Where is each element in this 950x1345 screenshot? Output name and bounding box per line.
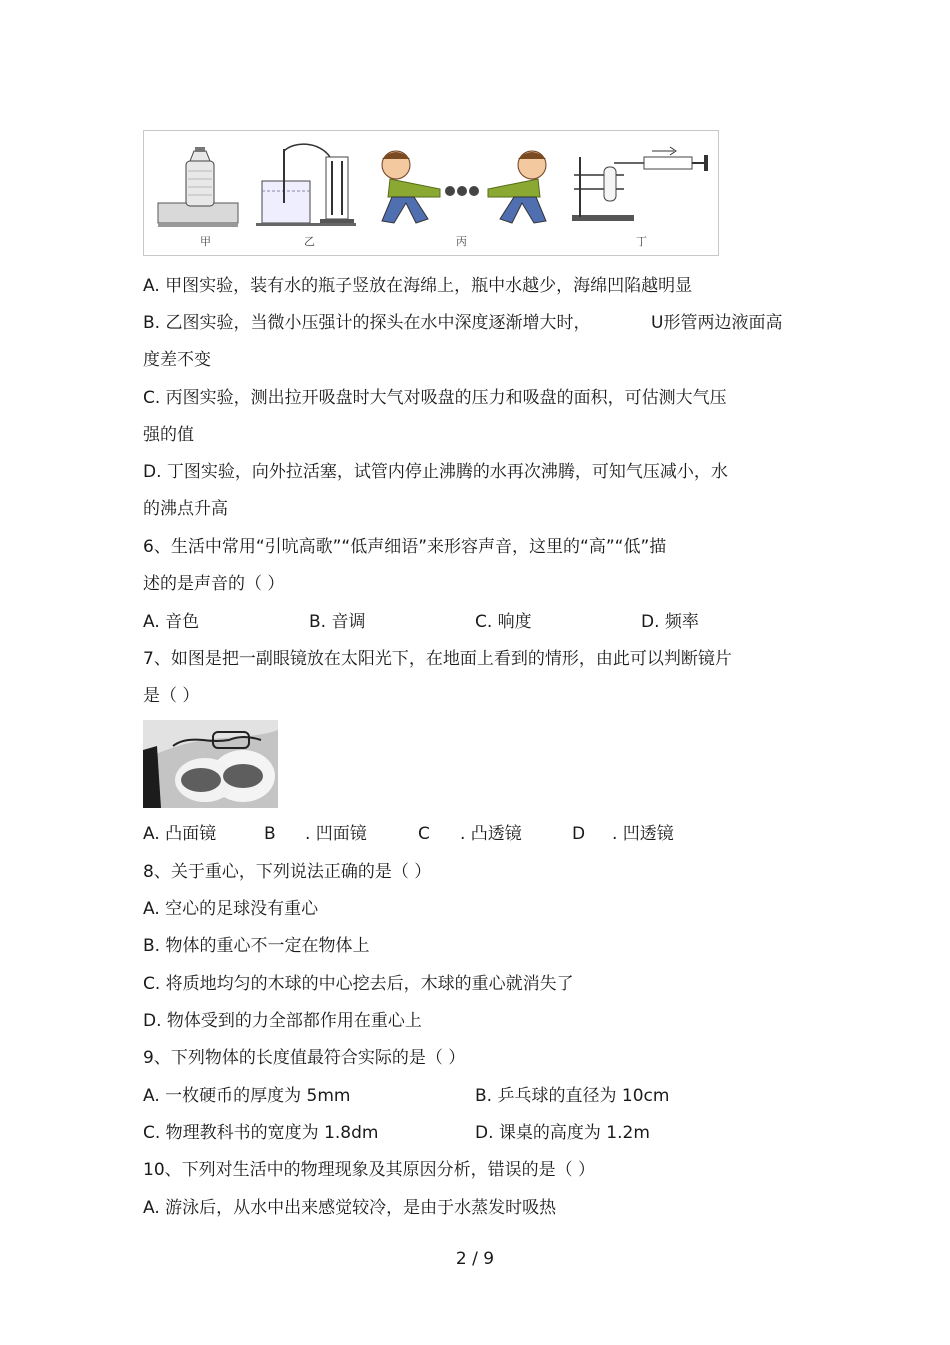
glasses-shadow-photo — [143, 720, 278, 808]
experiment-drawings — [144, 131, 718, 255]
q6-stem-line2: 述的是声音的（ ） — [143, 574, 285, 594]
glasses-shadow-drawing — [143, 720, 278, 808]
q7-option-c-letter: C — [418, 824, 430, 844]
figure-label-jia: 甲 — [200, 235, 211, 248]
q7-option-d-letter: D — [572, 824, 586, 844]
q5-option-c-line1: C. 丙图实验，测出拉开吸盘时大气对吸盘的压力和吸盘的面积，可估测大气压 — [143, 388, 727, 408]
q5-option-b-line1: B. 乙图实验，当微小压强计的探头在水中深度逐渐增大时， — [143, 313, 591, 333]
q6-option-a: A. 音色 — [143, 612, 200, 632]
q10-stem: 10、下列对生活中的物理现象及其原因分析，错误的是（ ） — [143, 1160, 596, 1180]
experiment-figure — [143, 130, 719, 256]
q7-option-b-text: . 凹面镜 — [305, 824, 367, 844]
tug-of-war-drawing — [382, 151, 546, 223]
q9-stem: 9、下列物体的长度值最符合实际的是（ ） — [143, 1048, 466, 1068]
q5-option-b-tail: U形管两边液面高 — [651, 313, 783, 333]
q8-option-c: C. 将质地均匀的木球的中心挖去后，木球的重心就消失了 — [143, 974, 574, 994]
q9-option-c: C. 物理教科书的宽度为 1.8dm — [143, 1123, 379, 1143]
q5-option-d-line1: D. 丁图实验，向外拉活塞，试管内停止沸腾的水再次沸腾，可知气压减小，水 — [143, 462, 728, 482]
q8-option-a: A. 空心的足球没有重心 — [143, 899, 319, 919]
q10-option-a: A. 游泳后，从水中出来感觉较冷，是由于水蒸发时吸热 — [143, 1198, 557, 1218]
pressure-gauge-drawing — [256, 144, 356, 226]
q5-option-c-line2: 强的值 — [143, 425, 194, 445]
q6-option-b: B. 音调 — [309, 612, 366, 632]
figure-label-yi: 乙 — [304, 235, 315, 248]
q8-option-b: B. 物体的重心不一定在物体上 — [143, 936, 370, 956]
q9-option-b: B. 乒乓球的直径为 10cm — [475, 1086, 670, 1106]
q9-option-a: A. 一枚硬币的厚度为 5mm — [143, 1086, 351, 1106]
q6-stem-line1: 6、生活中常用“引吭高歌”“低声细语”来形容声音，这里的“高”“低”描 — [143, 537, 667, 557]
q5-option-a: A. 甲图实验，装有水的瓶子竖放在海绵上，瓶中水越少，海绵凹陷越明显 — [143, 276, 693, 296]
q9-option-d: D. 课桌的高度为 1.2m — [475, 1123, 650, 1143]
figure-label-bing: 丙 — [456, 235, 467, 248]
q6-option-d: D. 频率 — [641, 612, 699, 632]
q6-option-c: C. 响度 — [475, 612, 532, 632]
q5-option-b-line2: 度差不变 — [143, 350, 211, 370]
q8-stem: 8、关于重心，下列说法正确的是（ ） — [143, 862, 432, 882]
bottle-on-sponge-drawing — [158, 147, 238, 227]
q7-option-a: A. 凸面镜 — [143, 824, 217, 844]
q8-option-d: D. 物体受到的力全部都作用在重心上 — [143, 1011, 422, 1031]
page-number: 2 / 9 — [455, 1249, 495, 1269]
q7-option-b-letter: B — [264, 824, 276, 844]
figure-label-ding: 丁 — [636, 235, 647, 248]
q7-option-c-text: . 凸透镜 — [460, 824, 522, 844]
q7-stem-line2: 是（ ） — [143, 686, 200, 706]
q5-option-d-line2: 的沸点升高 — [143, 499, 228, 519]
q7-stem-line1: 7、如图是把一副眼镜放在太阳光下，在地面上看到的情形，由此可以判断镜片 — [143, 649, 732, 669]
syringe-stand-drawing — [572, 147, 708, 221]
q7-option-d-text: . 凹透镜 — [612, 824, 674, 844]
